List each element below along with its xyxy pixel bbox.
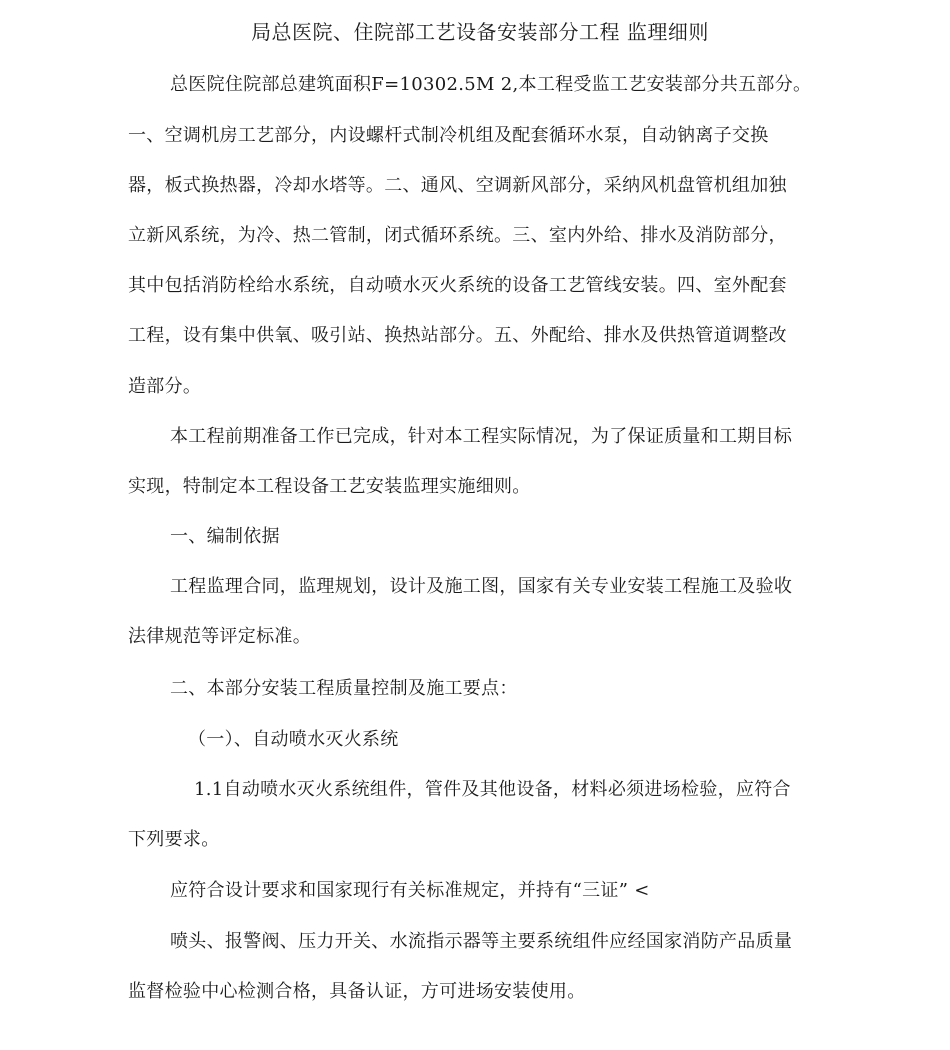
paragraph-line: 器，板式换热器，冷却水塔等。二、通风、空调新风部分，采纳风机盘管机组加独: [128, 175, 787, 196]
paragraph-line: 监督检验中心检测合格，具备认证，方可进场安装使用。: [128, 981, 586, 1002]
paragraph-line: 应符合设计要求和国家现行有关标准规定，并持有“三证” <: [170, 880, 650, 901]
paragraph-line: 一、空调机房工艺部分，内设螺杆式制冷机组及配套循环水泵，自动钠离子交换: [128, 125, 769, 146]
document-title: 局总医院、住院部工艺设备安装部分工程 监理细则: [251, 20, 709, 44]
paragraph-line: 工程，设有集中供氧、吸引站、换热站部分。五、外配给、排水及供热管道调整改: [128, 325, 787, 346]
paragraph-line: 造部分。: [128, 376, 202, 397]
paragraph-line: 1.1自动喷水灭火系统组件，管件及其他设备，材料必须进场检验，应符合: [194, 779, 791, 800]
paragraph-line: 总医院住院部总建筑面积F=10302.5M 2,本工程受监工艺安装部分共五部分。: [170, 74, 812, 95]
paragraph-line: 工程监理合同，监理规划，设计及施工图，国家有关专业安装工程施工及验收: [170, 576, 793, 597]
paragraph-line: 法律规范等评定标准。: [128, 626, 311, 647]
section-heading: 二、本部分安装工程质量控制及施工要点：: [170, 678, 518, 699]
paragraph-line: 喷头、报警阀、压力开关、水流指示器等主要系统组件应经国家消防产品质量: [170, 931, 793, 952]
paragraph-line: 其中包括消防栓给水系统，自动喷水灭火系统的设备工艺管线安装。四、室外配套: [128, 275, 787, 296]
paragraph-line: 实现，特制定本工程设备工艺安装监理实施细则。: [128, 476, 531, 497]
section-heading: 一、编制依据: [170, 526, 280, 547]
paragraph-line: 立新风系统，为冷、热二管制，闭式循环系统。三、室内外给、排水及消防部分，: [128, 225, 787, 246]
paragraph-line: 下列要求。: [128, 829, 220, 850]
subsection-heading: （一）、自动喷水灭火系统: [188, 729, 399, 750]
paragraph-line: 本工程前期准备工作已完成，针对本工程实际情况，为了保证质量和工期目标: [170, 426, 793, 447]
